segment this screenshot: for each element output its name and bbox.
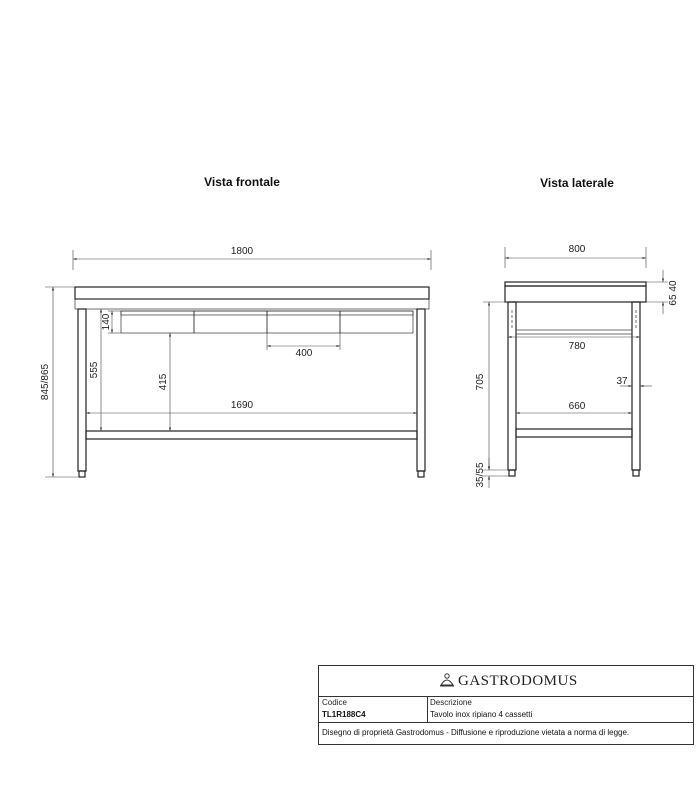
front-right-leg [417, 309, 425, 471]
dim-leg-height: 705 [475, 373, 486, 391]
dim-shelf-height: 415 [158, 373, 169, 391]
dim-leg-size: 37 [616, 376, 628, 387]
brand-name: GASTRODOMUS [458, 673, 578, 689]
dim-drawer-height: 140 [101, 313, 112, 331]
front-left-leg [78, 309, 86, 471]
dim-top-clearance: 555 [89, 361, 100, 379]
front-drawers [121, 311, 413, 333]
front-right-foot [418, 471, 424, 477]
dim-overall-height: 845/865 [40, 363, 51, 401]
drawer [194, 311, 267, 333]
dim-shelf-depth: 660 [568, 401, 586, 412]
side-drawer-rail [516, 330, 632, 334]
drawer [267, 311, 340, 333]
dim-foot-adjust: 35/55 [475, 462, 486, 488]
title-block-info-row [319, 696, 693, 723]
dim-top-edge: 40 [668, 280, 679, 292]
drawer [121, 311, 194, 333]
code-cell [319, 696, 428, 722]
side-view-title: Vista laterale [540, 176, 614, 190]
front-table-top [75, 287, 429, 299]
dim-frame-width: 780 [568, 341, 586, 352]
front-lower-shelf [86, 431, 417, 439]
cloche-icon [439, 672, 455, 690]
drawer [340, 311, 413, 333]
title-block-logo-row [319, 666, 693, 697]
front-view-title: Vista frontale [204, 175, 280, 189]
front-view [40, 246, 431, 477]
dim-overall-width: 1800 [230, 246, 254, 257]
dim-overall-depth: 800 [568, 244, 586, 255]
side-view [475, 244, 679, 488]
dim-top-thickness: 65 [668, 294, 679, 306]
side-table-top [505, 282, 646, 286]
description-label: Descrizione [430, 698, 472, 707]
front-left-foot [79, 471, 85, 477]
side-lower-shelf [516, 429, 632, 437]
code-value: TL1R188C4 [322, 710, 366, 719]
dim-drawer-width: 400 [295, 348, 313, 359]
dim-inner-width: 1690 [230, 400, 254, 411]
description-value: Tavolo inox ripiano 4 cassetti [430, 710, 533, 719]
title-block [318, 665, 694, 745]
code-label: Codice [322, 698, 347, 707]
description-cell [427, 696, 693, 722]
side-back-foot [633, 470, 639, 476]
side-front-foot [509, 470, 515, 476]
copyright-notice: Disegno di proprietà Gastrodomus - Diffusione e riproduzione vietata a norma di legge. [322, 728, 630, 737]
brand-logo [439, 672, 578, 690]
